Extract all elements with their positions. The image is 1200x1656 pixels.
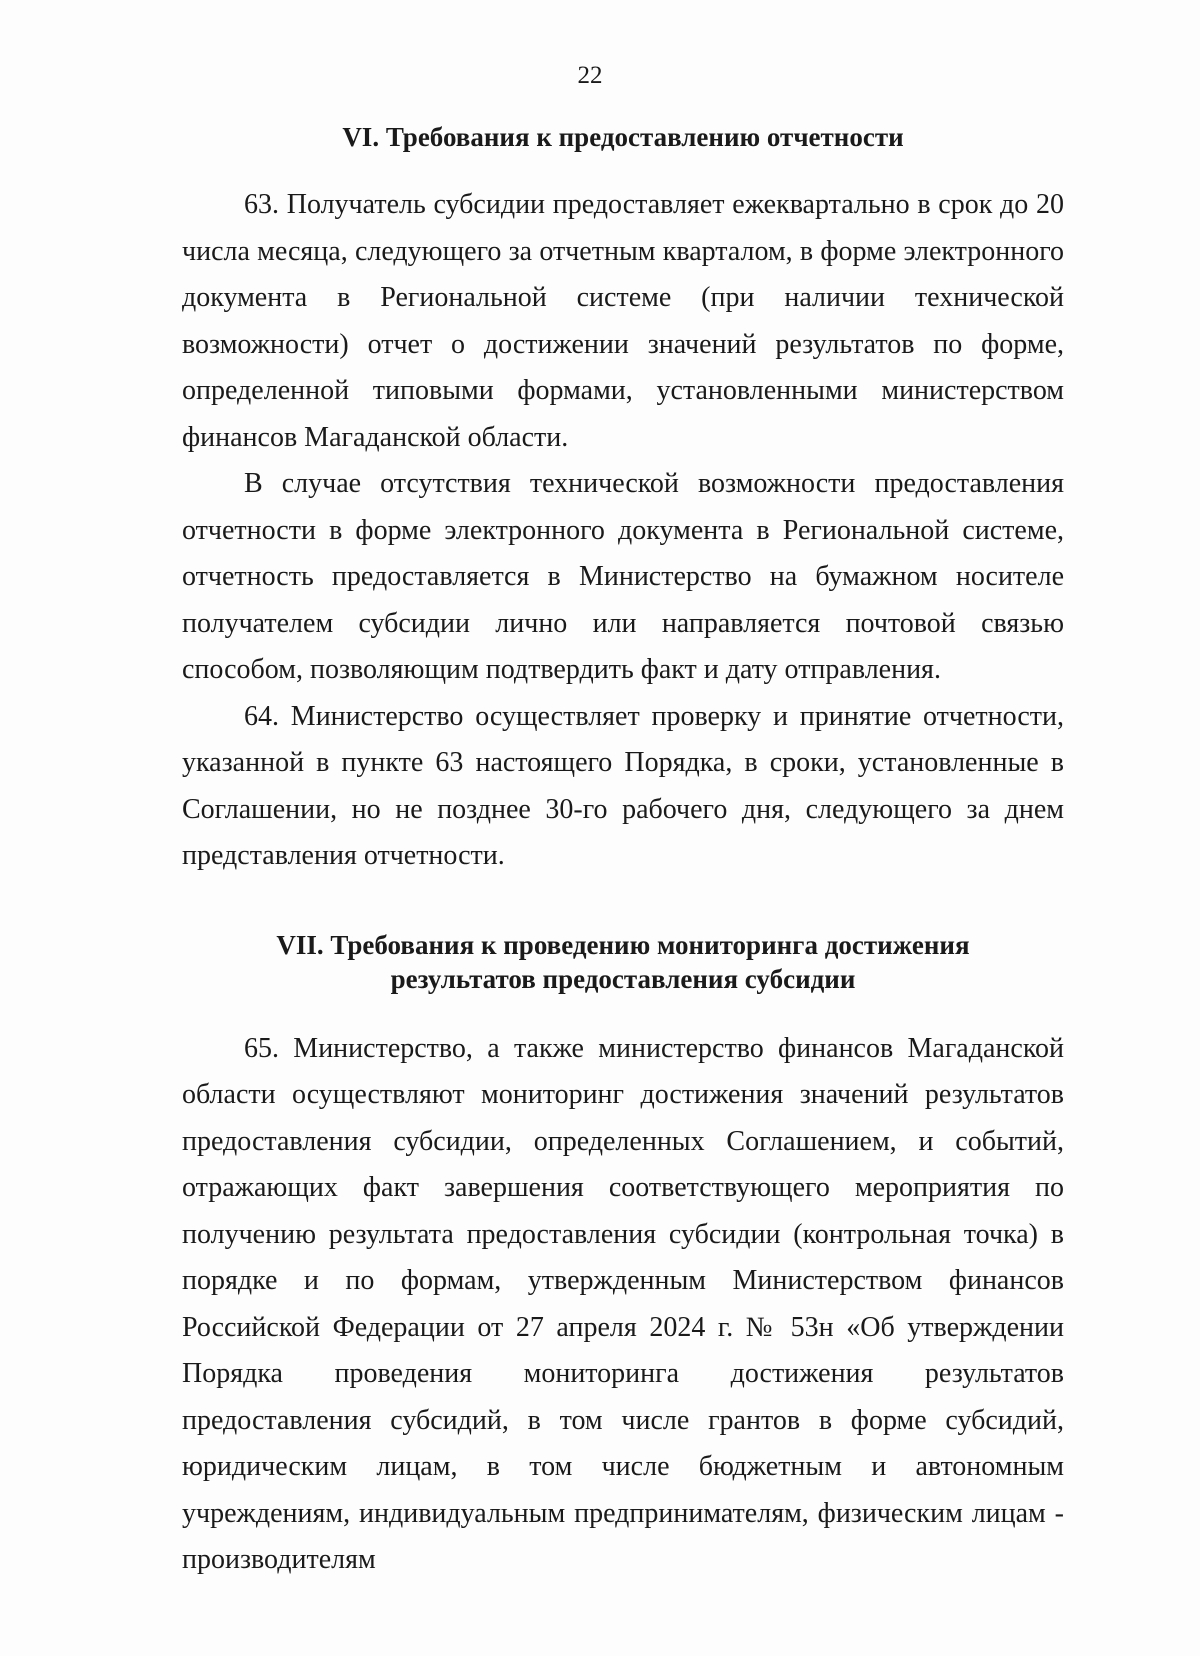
document-body xyxy=(182,120,1064,1584)
paragraph-64: 64. Министерство осуществляет проверку и принятие отчетности, указанной в пункте 63 настоящего Порядка, в сроки, установленные в Соглашении, но не позднее 30-го рабочего дня, следующего за днем представления отчетности. xyxy=(182,700,1064,871)
page-number: 22 xyxy=(577,62,603,89)
section-heading-vi xyxy=(182,120,1064,154)
paragraph-65: 65. Министерство, а также министерство финансов Магаданской области осуществляют мониторинг достижения значений результатов предоставления субсидии, определенных Соглашением, и событий, отражающих факт завершения соответствующего мероприятия по получению результата предоставления субсидии (контрольная точка) в порядке и по формам, утвержденным Министерством финансов Российской Федерации от 27 апреля 2024 г. № 53н «Об утверждении Порядка проведения мониторинга достижения результатов предоставления субсидий, в том числе грантов в форме субсидий, юридическим лицам, в том числе бюджетным и автономным учреждениям, индивидуальным предпринимателям, физическим лицам - производителям xyxy=(182,1032,1064,1575)
section-heading-vii xyxy=(182,928,1064,996)
heading-line: результатов предоставления субсидии xyxy=(390,963,856,994)
paragraph-63: 63. Получатель субсидии предоставляет ежеквартально в срок до 20 числа месяца, следующего за отчетным кварталом, в форме электронного документа в Региональной системе (при наличии технической возможности) отчет о достижении значений результатов по форме, определенной типовыми формами, установленными министерством финансов Магаданской области. xyxy=(182,189,1064,453)
paragraph-63-continuation: В случае отсутствия технической возможности предоставления отчетности в форме электронного документа в Региональной системе, отчетность предоставляется в Министерство на бумажном носителе получателем субсидии лично или направляется почтовой связью способом, позволяющим подтвердить факт и дату отправления. xyxy=(182,468,1064,685)
heading-line: VI. Требования к предоставлению отчетности xyxy=(342,122,904,152)
heading-line: VII. Требования к проведению мониторинга достижения xyxy=(276,929,970,960)
